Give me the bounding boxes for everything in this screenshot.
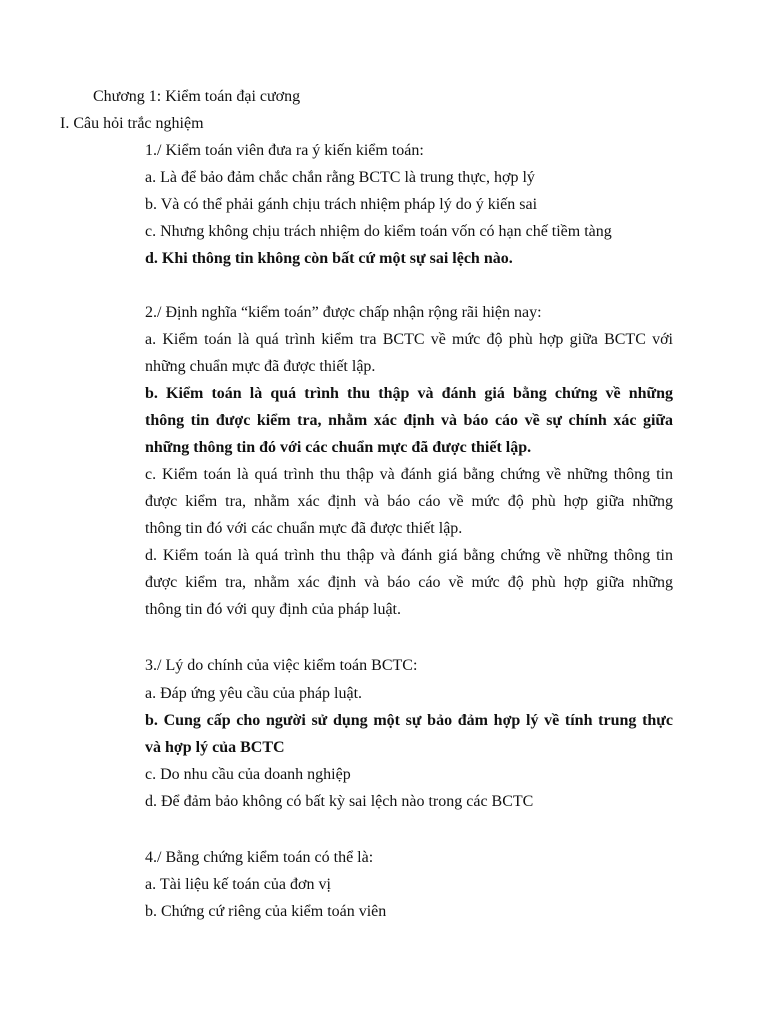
question-3-option-d: d. Để đảm bảo không có bất kỳ sai lệch nào trong các BCTC bbox=[145, 793, 534, 810]
question-4-option-a: a. Tài liệu kế toán của đơn vị bbox=[145, 876, 331, 893]
question-2-option-a-line-2: những chuẩn mực đã được thiết lập. bbox=[145, 358, 376, 375]
question-3-option-c: c. Do nhu cầu của doanh nghiệp bbox=[145, 766, 351, 783]
question-1-option-b: b. Và có thể phải gánh chịu trách nhiệm pháp lý do ý kiến sai bbox=[145, 196, 538, 213]
question-1-option-c: c. Nhưng không chịu trách nhiệm do kiểm toán vốn có hạn chế tiềm tàng bbox=[145, 223, 612, 240]
question-3-option-b-line-2: và hợp lý của BCTC bbox=[145, 739, 285, 756]
question-2: 2./ Định nghĩa “kiểm toán” được chấp nhận rộng rãi hiện nay: bbox=[145, 304, 542, 321]
question-1: 1./ Kiểm toán viên đưa ra ý kiến kiểm toán: bbox=[145, 142, 424, 159]
question-2-option-d-line-2: được kiểm tra, nhằm xác định và báo cáo về mức độ phù hợp giữa những bbox=[145, 574, 673, 591]
chapter-title: Chương 1: Kiểm toán đại cương bbox=[93, 88, 301, 105]
question-3: 3./ Lý do chính của việc kiểm toán BCTC: bbox=[145, 657, 418, 674]
question-2-option-c-line-3: thông tin đó với các chuẩn mực đã được thiết lập. bbox=[145, 520, 463, 537]
question-3-option-b-line-1: b. Cung cấp cho người sử dụng một sự bảo đảm hợp lý về tính trung thực bbox=[145, 712, 673, 729]
section-title: I. Câu hỏi trắc nghiệm bbox=[60, 115, 204, 132]
question-2-option-d-line-1: d. Kiểm toán là quá trình thu thập và đánh giá bằng chứng về những thông tin bbox=[145, 547, 673, 564]
question-4: 4./ Bằng chứng kiểm toán có thể là: bbox=[145, 849, 374, 866]
question-2-option-b-line-3: những thông tin đó với các chuẩn mực đã được thiết lập. bbox=[145, 439, 532, 456]
question-3-option-a: a. Đáp ứng yêu cầu của pháp luật. bbox=[145, 685, 363, 702]
question-1-option-a: a. Là để bảo đảm chắc chắn rằng BCTC là trung thực, hợp lý bbox=[145, 169, 535, 186]
question-2-option-c-line-1: c. Kiểm toán là quá trình thu thập và đánh giá bằng chứng về những thông tin bbox=[145, 466, 673, 483]
question-2-option-d-line-3: thông tin đó với quy định của pháp luật. bbox=[145, 601, 401, 618]
question-4-option-b: b. Chứng cứ riêng của kiểm toán viên bbox=[145, 903, 387, 920]
question-2-option-b-line-1: b. Kiểm toán là quá trình thu thập và đánh giá bằng chứng về những bbox=[145, 385, 673, 402]
question-2-option-c-line-2: được kiểm tra, nhằm xác định và báo cáo về mức độ phù hợp giữa những bbox=[145, 493, 673, 510]
question-2-option-b-line-2: thông tin được kiểm tra, nhằm xác định và báo cáo về sự chính xác giữa bbox=[145, 412, 673, 429]
question-1-option-d-answer: d. Khi thông tin không còn bất cứ một sự sai lệch nào. bbox=[145, 250, 513, 267]
question-2-option-a-line-1: a. Kiểm toán là quá trình kiểm tra BCTC về mức độ phù hợp giữa BCTC với bbox=[145, 331, 673, 348]
